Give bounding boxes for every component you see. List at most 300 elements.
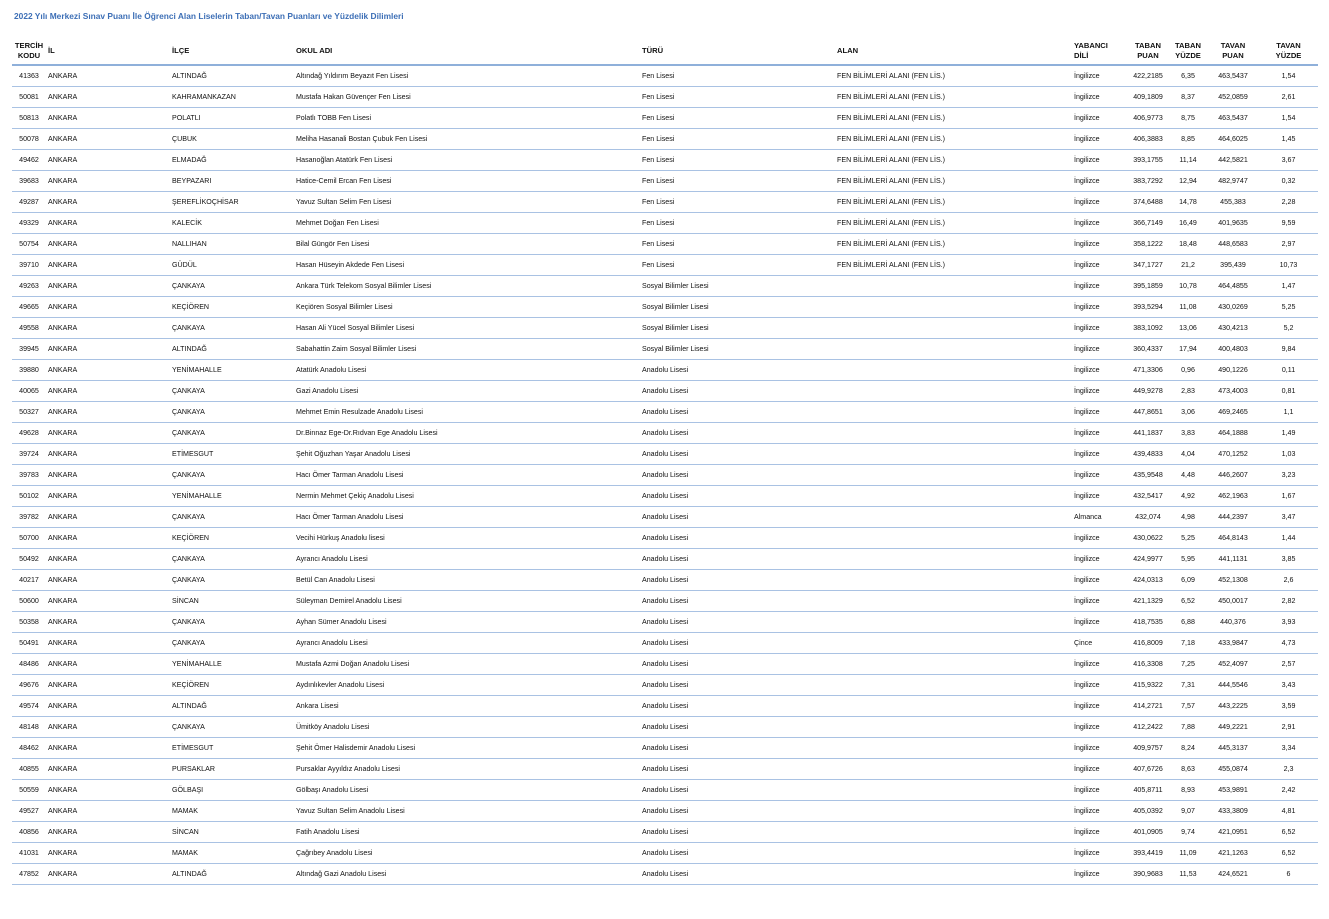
cell-turu: Anadolu Lisesi	[640, 507, 835, 528]
cell-okul-adi: Keçiören Sosyal Bilimler Lisesi	[294, 297, 640, 318]
cell-tavan-puan: 482,9747	[1207, 171, 1259, 192]
cell-taban-puan: 416,8009	[1127, 633, 1169, 654]
cell-turu: Anadolu Lisesi	[640, 780, 835, 801]
cell-yabanci-dili: İngilizce	[1072, 675, 1127, 696]
cell-il: ANKARA	[46, 381, 170, 402]
cell-taban-yuzde: 7,18	[1169, 633, 1207, 654]
table-row	[12, 318, 1318, 339]
cell-turu: Fen Lisesi	[640, 150, 835, 171]
cell-il: ANKARA	[46, 549, 170, 570]
cell-tavan-yuzde: 2,28	[1259, 192, 1318, 213]
table-row	[12, 654, 1318, 675]
cell-turu: Fen Lisesi	[640, 234, 835, 255]
cell-taban-puan: 415,9322	[1127, 675, 1169, 696]
cell-alan: FEN BİLİMLERİ ALANI (FEN LİS.)	[835, 87, 1072, 108]
col-header-okul-adi: OKUL ADI	[294, 37, 640, 65]
cell-turu: Fen Lisesi	[640, 171, 835, 192]
cell-alan	[835, 444, 1072, 465]
cell-tercih-kodu: 49665	[12, 297, 46, 318]
cell-taban-yuzde: 8,85	[1169, 129, 1207, 150]
cell-turu: Sosyal Bilimler Lisesi	[640, 339, 835, 360]
cell-alan	[835, 423, 1072, 444]
cell-tercih-kodu: 50327	[12, 402, 46, 423]
cell-tavan-puan: 445,3137	[1207, 738, 1259, 759]
cell-turu: Fen Lisesi	[640, 87, 835, 108]
cell-tavan-yuzde: 4,81	[1259, 801, 1318, 822]
cell-okul-adi: Ayrancı Anadolu Lisesi	[294, 549, 640, 570]
cell-alan: FEN BİLİMLERİ ALANI (FEN LİS.)	[835, 213, 1072, 234]
cell-tavan-yuzde: 1,44	[1259, 528, 1318, 549]
cell-tavan-puan: 469,2465	[1207, 402, 1259, 423]
cell-ilce: ETİMESGUT	[170, 738, 294, 759]
col-header-tavan-yuzde: TAVAN YÜZDE	[1259, 37, 1318, 65]
cell-tavan-yuzde: 3,43	[1259, 675, 1318, 696]
cell-turu: Anadolu Lisesi	[640, 801, 835, 822]
cell-ilce: KEÇİÖREN	[170, 528, 294, 549]
cell-okul-adi: Altındağ Yıldırım Beyazıt Fen Lisesi	[294, 65, 640, 87]
cell-turu: Anadolu Lisesi	[640, 444, 835, 465]
cell-turu: Fen Lisesi	[640, 129, 835, 150]
cell-il: ANKARA	[46, 402, 170, 423]
page-title: 2022 Yılı Merkezi Sınav Puanı İle Öğrenci Alan Liselerin Taban/Tavan Puanları ve Yüzdelik Dilimleri	[14, 11, 404, 21]
cell-alan	[835, 465, 1072, 486]
cell-yabanci-dili: İngilizce	[1072, 528, 1127, 549]
cell-tercih-kodu: 49574	[12, 696, 46, 717]
cell-tavan-puan: 462,1963	[1207, 486, 1259, 507]
cell-ilce: KEÇİÖREN	[170, 675, 294, 696]
cell-taban-puan: 432,074	[1127, 507, 1169, 528]
cell-taban-yuzde: 7,31	[1169, 675, 1207, 696]
cell-ilce: KAHRAMANKAZAN	[170, 87, 294, 108]
cell-taban-puan: 421,1329	[1127, 591, 1169, 612]
cell-tavan-yuzde: 9,59	[1259, 213, 1318, 234]
cell-taban-puan: 393,1755	[1127, 150, 1169, 171]
cell-turu: Sosyal Bilimler Lisesi	[640, 297, 835, 318]
cell-turu: Anadolu Lisesi	[640, 738, 835, 759]
cell-taban-puan: 416,3308	[1127, 654, 1169, 675]
cell-tavan-puan: 444,2397	[1207, 507, 1259, 528]
table-row	[12, 486, 1318, 507]
cell-okul-adi: Vecihi Hürkuş Anadolu lisesi	[294, 528, 640, 549]
cell-ilce: SİNCAN	[170, 591, 294, 612]
cell-yabanci-dili: İngilizce	[1072, 654, 1127, 675]
table-row	[12, 402, 1318, 423]
col-header-alan: ALAN	[835, 37, 1072, 65]
cell-il: ANKARA	[46, 759, 170, 780]
cell-alan	[835, 402, 1072, 423]
cell-tavan-yuzde: 3,23	[1259, 465, 1318, 486]
cell-tercih-kodu: 39945	[12, 339, 46, 360]
cell-il: ANKARA	[46, 297, 170, 318]
cell-tercih-kodu: 49329	[12, 213, 46, 234]
cell-ilce: ÇANKAYA	[170, 717, 294, 738]
cell-yabanci-dili: İngilizce	[1072, 108, 1127, 129]
cell-okul-adi: Şehit Ömer Halisdemir Anadolu Lisesi	[294, 738, 640, 759]
cell-ilce: SİNCAN	[170, 822, 294, 843]
table-row	[12, 444, 1318, 465]
cell-turu: Anadolu Lisesi	[640, 633, 835, 654]
cell-il: ANKARA	[46, 360, 170, 381]
table-row	[12, 843, 1318, 864]
cell-turu: Anadolu Lisesi	[640, 528, 835, 549]
table-row	[12, 549, 1318, 570]
cell-okul-adi: Atatürk Anadolu Lisesi	[294, 360, 640, 381]
cell-tavan-yuzde: 0,81	[1259, 381, 1318, 402]
table-row	[12, 612, 1318, 633]
cell-il: ANKARA	[46, 423, 170, 444]
cell-taban-yuzde: 8,75	[1169, 108, 1207, 129]
cell-taban-puan: 409,9757	[1127, 738, 1169, 759]
cell-yabanci-dili: İngilizce	[1072, 612, 1127, 633]
cell-taban-puan: 393,4419	[1127, 843, 1169, 864]
cell-il: ANKARA	[46, 696, 170, 717]
cell-tercih-kodu: 40855	[12, 759, 46, 780]
cell-il: ANKARA	[46, 318, 170, 339]
cell-tavan-puan: 452,4097	[1207, 654, 1259, 675]
cell-okul-adi: Dr.Binnaz Ege-Dr.Rıdvan Ege Anadolu Lisesi	[294, 423, 640, 444]
cell-taban-puan: 424,9977	[1127, 549, 1169, 570]
cell-taban-yuzde: 6,88	[1169, 612, 1207, 633]
cell-yabanci-dili: İngilizce	[1072, 171, 1127, 192]
cell-turu: Anadolu Lisesi	[640, 360, 835, 381]
cell-ilce: GÜDÜL	[170, 255, 294, 276]
cell-taban-yuzde: 11,08	[1169, 297, 1207, 318]
cell-taban-puan: 347,1727	[1127, 255, 1169, 276]
cell-ilce: KALECİK	[170, 213, 294, 234]
cell-turu: Anadolu Lisesi	[640, 591, 835, 612]
table-row	[12, 465, 1318, 486]
cell-yabanci-dili: İngilizce	[1072, 780, 1127, 801]
cell-yabanci-dili: İngilizce	[1072, 297, 1127, 318]
cell-yabanci-dili: İngilizce	[1072, 276, 1127, 297]
cell-tavan-puan: 452,0859	[1207, 87, 1259, 108]
cell-ilce: GÖLBAŞI	[170, 780, 294, 801]
cell-alan	[835, 486, 1072, 507]
cell-alan	[835, 549, 1072, 570]
table-row	[12, 696, 1318, 717]
cell-tavan-yuzde: 1,49	[1259, 423, 1318, 444]
cell-okul-adi: Fatih Anadolu Lisesi	[294, 822, 640, 843]
cell-tavan-puan: 442,5821	[1207, 150, 1259, 171]
cell-tavan-yuzde: 1,54	[1259, 65, 1318, 87]
table-row	[12, 87, 1318, 108]
cell-yabanci-dili: İngilizce	[1072, 255, 1127, 276]
cell-tavan-yuzde: 3,93	[1259, 612, 1318, 633]
cell-tercih-kodu: 50700	[12, 528, 46, 549]
school-scores-table	[12, 37, 1318, 885]
cell-tercih-kodu: 50813	[12, 108, 46, 129]
cell-alan	[835, 717, 1072, 738]
cell-turu: Fen Lisesi	[640, 65, 835, 87]
cell-turu: Anadolu Lisesi	[640, 486, 835, 507]
cell-il: ANKARA	[46, 780, 170, 801]
cell-taban-puan: 435,9548	[1127, 465, 1169, 486]
table-row	[12, 255, 1318, 276]
cell-il: ANKARA	[46, 717, 170, 738]
cell-alan	[835, 759, 1072, 780]
cell-tercih-kodu: 50559	[12, 780, 46, 801]
cell-yabanci-dili: İngilizce	[1072, 549, 1127, 570]
cell-taban-puan: 424,0313	[1127, 570, 1169, 591]
table-row	[12, 360, 1318, 381]
cell-taban-yuzde: 8,93	[1169, 780, 1207, 801]
cell-okul-adi: Meliha Hasanali Bostan Çubuk Fen Lisesi	[294, 129, 640, 150]
cell-taban-yuzde: 9,74	[1169, 822, 1207, 843]
cell-tavan-yuzde: 1,67	[1259, 486, 1318, 507]
table-row	[12, 801, 1318, 822]
cell-okul-adi: Çağrıbey Anadolu Lisesi	[294, 843, 640, 864]
cell-tavan-yuzde: 0,32	[1259, 171, 1318, 192]
table-row	[12, 507, 1318, 528]
cell-yabanci-dili: İngilizce	[1072, 717, 1127, 738]
cell-il: ANKARA	[46, 507, 170, 528]
cell-turu: Anadolu Lisesi	[640, 423, 835, 444]
cell-tercih-kodu: 49287	[12, 192, 46, 213]
cell-alan	[835, 612, 1072, 633]
cell-taban-puan: 393,5294	[1127, 297, 1169, 318]
cell-tavan-yuzde: 3,34	[1259, 738, 1318, 759]
cell-taban-puan: 414,2721	[1127, 696, 1169, 717]
cell-okul-adi: Yavuz Sultan Selim Fen Lisesi	[294, 192, 640, 213]
cell-alan	[835, 738, 1072, 759]
cell-tavan-puan: 440,376	[1207, 612, 1259, 633]
cell-turu: Sosyal Bilimler Lisesi	[640, 276, 835, 297]
cell-yabanci-dili: İngilizce	[1072, 696, 1127, 717]
cell-yabanci-dili: İngilizce	[1072, 822, 1127, 843]
cell-alan	[835, 570, 1072, 591]
cell-ilce: MAMAK	[170, 843, 294, 864]
cell-tavan-puan: 463,5437	[1207, 108, 1259, 129]
cell-tavan-puan: 450,0017	[1207, 591, 1259, 612]
cell-yabanci-dili: İngilizce	[1072, 465, 1127, 486]
cell-ilce: ÇANKAYA	[170, 549, 294, 570]
cell-tavan-puan: 449,2221	[1207, 717, 1259, 738]
cell-taban-puan: 390,9683	[1127, 864, 1169, 885]
cell-taban-yuzde: 11,53	[1169, 864, 1207, 885]
cell-yabanci-dili: İngilizce	[1072, 129, 1127, 150]
cell-il: ANKARA	[46, 276, 170, 297]
cell-taban-puan: 405,0392	[1127, 801, 1169, 822]
table-row	[12, 759, 1318, 780]
cell-tercih-kodu: 48462	[12, 738, 46, 759]
cell-tavan-yuzde: 10,73	[1259, 255, 1318, 276]
col-header-taban-puan: TABAN PUAN	[1127, 37, 1169, 65]
table-row	[12, 129, 1318, 150]
cell-ilce: MAMAK	[170, 801, 294, 822]
cell-alan	[835, 381, 1072, 402]
cell-taban-puan: 374,6488	[1127, 192, 1169, 213]
cell-alan	[835, 591, 1072, 612]
cell-tavan-yuzde: 6,52	[1259, 822, 1318, 843]
cell-il: ANKARA	[46, 633, 170, 654]
cell-tavan-puan: 473,4003	[1207, 381, 1259, 402]
cell-okul-adi: Aydınlıkevler Anadolu Lisesi	[294, 675, 640, 696]
cell-taban-yuzde: 14,78	[1169, 192, 1207, 213]
cell-tavan-yuzde: 3,85	[1259, 549, 1318, 570]
cell-tavan-yuzde: 3,59	[1259, 696, 1318, 717]
cell-alan: FEN BİLİMLERİ ALANI (FEN LİS.)	[835, 108, 1072, 129]
cell-taban-puan: 401,0905	[1127, 822, 1169, 843]
cell-taban-yuzde: 2,83	[1169, 381, 1207, 402]
table-body	[12, 65, 1318, 885]
cell-il: ANKARA	[46, 654, 170, 675]
cell-ilce: ÇANKAYA	[170, 612, 294, 633]
cell-taban-puan: 471,3306	[1127, 360, 1169, 381]
col-header-ilce: İLÇE	[170, 37, 294, 65]
cell-tercih-kodu: 49527	[12, 801, 46, 822]
cell-tavan-yuzde: 3,67	[1259, 150, 1318, 171]
cell-okul-adi: Hasanoğlan Atatürk Fen Lisesi	[294, 150, 640, 171]
cell-il: ANKARA	[46, 192, 170, 213]
cell-taban-yuzde: 5,25	[1169, 528, 1207, 549]
cell-il: ANKARA	[46, 591, 170, 612]
cell-taban-yuzde: 7,25	[1169, 654, 1207, 675]
cell-taban-yuzde: 17,94	[1169, 339, 1207, 360]
cell-il: ANKARA	[46, 738, 170, 759]
cell-tercih-kodu: 47852	[12, 864, 46, 885]
cell-tercih-kodu: 39683	[12, 171, 46, 192]
col-header-tercih-kodu: TERCİH KODU	[12, 37, 46, 65]
cell-okul-adi: Yavuz Sultan Selim Anadolu Lisesi	[294, 801, 640, 822]
cell-taban-puan: 447,8651	[1127, 402, 1169, 423]
cell-il: ANKARA	[46, 612, 170, 633]
cell-ilce: ETİMESGUT	[170, 444, 294, 465]
cell-taban-yuzde: 8,24	[1169, 738, 1207, 759]
cell-tavan-yuzde: 6	[1259, 864, 1318, 885]
cell-tavan-puan: 453,9891	[1207, 780, 1259, 801]
cell-tavan-puan: 446,2607	[1207, 465, 1259, 486]
table-row	[12, 633, 1318, 654]
cell-taban-yuzde: 12,94	[1169, 171, 1207, 192]
table-row	[12, 192, 1318, 213]
cell-yabanci-dili: İngilizce	[1072, 843, 1127, 864]
cell-tercih-kodu: 49558	[12, 318, 46, 339]
cell-ilce: ELMADAĞ	[170, 150, 294, 171]
table-row	[12, 65, 1318, 87]
cell-ilce: ÇANKAYA	[170, 381, 294, 402]
cell-tercih-kodu: 40065	[12, 381, 46, 402]
cell-il: ANKARA	[46, 150, 170, 171]
cell-turu: Anadolu Lisesi	[640, 654, 835, 675]
cell-taban-yuzde: 4,92	[1169, 486, 1207, 507]
cell-taban-puan: 406,9773	[1127, 108, 1169, 129]
cell-okul-adi: Ayhan Sümer Anadolu Lisesi	[294, 612, 640, 633]
cell-alan	[835, 864, 1072, 885]
cell-tavan-yuzde: 1,54	[1259, 108, 1318, 129]
cell-okul-adi: Şehit Oğuzhan Yaşar Anadolu Lisesi	[294, 444, 640, 465]
cell-taban-yuzde: 16,49	[1169, 213, 1207, 234]
cell-taban-yuzde: 8,37	[1169, 87, 1207, 108]
cell-alan	[835, 507, 1072, 528]
cell-tavan-yuzde: 9,84	[1259, 339, 1318, 360]
cell-ilce: YENİMAHALLE	[170, 360, 294, 381]
cell-tavan-yuzde: 4,73	[1259, 633, 1318, 654]
table-row	[12, 864, 1318, 885]
cell-tavan-puan: 464,1888	[1207, 423, 1259, 444]
cell-taban-yuzde: 8,63	[1169, 759, 1207, 780]
cell-il: ANKARA	[46, 570, 170, 591]
cell-tavan-puan: 463,5437	[1207, 65, 1259, 87]
cell-taban-yuzde: 7,88	[1169, 717, 1207, 738]
cell-yabanci-dili: İngilizce	[1072, 65, 1127, 87]
cell-alan	[835, 696, 1072, 717]
cell-ilce: ÇANKAYA	[170, 423, 294, 444]
cell-il: ANKARA	[46, 864, 170, 885]
cell-alan	[835, 528, 1072, 549]
cell-taban-puan: 449,9278	[1127, 381, 1169, 402]
cell-tavan-yuzde: 1,47	[1259, 276, 1318, 297]
cell-taban-puan: 360,4337	[1127, 339, 1169, 360]
cell-taban-yuzde: 11,09	[1169, 843, 1207, 864]
cell-yabanci-dili: İngilizce	[1072, 360, 1127, 381]
cell-tavan-yuzde: 2,3	[1259, 759, 1318, 780]
cell-taban-puan: 383,1092	[1127, 318, 1169, 339]
cell-tavan-yuzde: 1,1	[1259, 402, 1318, 423]
cell-turu: Anadolu Lisesi	[640, 381, 835, 402]
cell-turu: Anadolu Lisesi	[640, 822, 835, 843]
cell-alan	[835, 276, 1072, 297]
cell-tercih-kodu: 40856	[12, 822, 46, 843]
cell-taban-puan: 439,4833	[1127, 444, 1169, 465]
cell-taban-puan: 407,6726	[1127, 759, 1169, 780]
cell-tercih-kodu: 50078	[12, 129, 46, 150]
cell-tavan-yuzde: 2,61	[1259, 87, 1318, 108]
cell-okul-adi: Altındağ Gazi Anadolu Lisesi	[294, 864, 640, 885]
table-row	[12, 108, 1318, 129]
cell-yabanci-dili: İngilizce	[1072, 234, 1127, 255]
cell-taban-yuzde: 6,35	[1169, 65, 1207, 87]
cell-okul-adi: Ümitköy Anadolu Lisesi	[294, 717, 640, 738]
cell-il: ANKARA	[46, 213, 170, 234]
cell-tavan-puan: 424,6521	[1207, 864, 1259, 885]
cell-taban-puan: 441,1837	[1127, 423, 1169, 444]
cell-tavan-yuzde: 2,6	[1259, 570, 1318, 591]
cell-okul-adi: Mustafa Azmi Doğan Anadolu Lisesi	[294, 654, 640, 675]
cell-yabanci-dili: İngilizce	[1072, 87, 1127, 108]
table-row	[12, 570, 1318, 591]
cell-ilce: KEÇİÖREN	[170, 297, 294, 318]
cell-yabanci-dili: İngilizce	[1072, 759, 1127, 780]
cell-okul-adi: Ayrancı Anadolu Lisesi	[294, 633, 640, 654]
cell-taban-puan: 430,0622	[1127, 528, 1169, 549]
cell-tavan-puan: 430,4213	[1207, 318, 1259, 339]
cell-yabanci-dili: Almanca	[1072, 507, 1127, 528]
cell-okul-adi: Ankara Türk Telekom Sosyal Bilimler Lisesi	[294, 276, 640, 297]
cell-tercih-kodu: 50492	[12, 549, 46, 570]
cell-tercih-kodu: 41363	[12, 65, 46, 87]
cell-tavan-yuzde: 2,82	[1259, 591, 1318, 612]
cell-taban-puan: 358,1222	[1127, 234, 1169, 255]
cell-turu: Fen Lisesi	[640, 213, 835, 234]
cell-alan	[835, 843, 1072, 864]
table-row	[12, 675, 1318, 696]
cell-ilce: ÇANKAYA	[170, 633, 294, 654]
col-header-tavan-puan: TAVAN PUAN	[1207, 37, 1259, 65]
cell-tavan-yuzde: 0,11	[1259, 360, 1318, 381]
cell-taban-yuzde: 5,95	[1169, 549, 1207, 570]
cell-okul-adi: Bilal Güngör Fen Lisesi	[294, 234, 640, 255]
cell-turu: Anadolu Lisesi	[640, 402, 835, 423]
cell-yabanci-dili: İngilizce	[1072, 444, 1127, 465]
cell-tercih-kodu: 49462	[12, 150, 46, 171]
cell-ilce: BEYPAZARI	[170, 171, 294, 192]
cell-ilce: ALTINDAĞ	[170, 339, 294, 360]
cell-tavan-puan: 455,0874	[1207, 759, 1259, 780]
table-row	[12, 234, 1318, 255]
cell-turu: Fen Lisesi	[640, 192, 835, 213]
cell-taban-puan: 432,5417	[1127, 486, 1169, 507]
cell-ilce: ÇANKAYA	[170, 402, 294, 423]
